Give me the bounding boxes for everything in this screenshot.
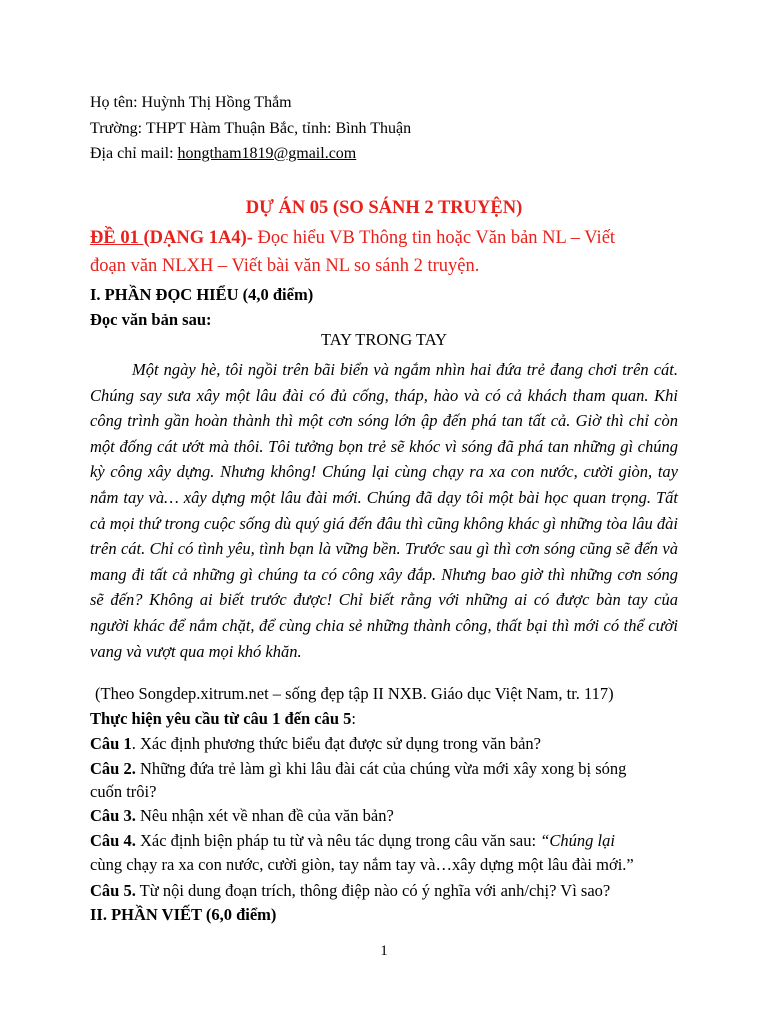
- author-name: Họ tên: Huỳnh Thị Hồng Thắm: [90, 94, 292, 111]
- question-3: [90, 806, 394, 826]
- exam-desc-1: Đọc hiểu VB Thông tin hoặc Văn bản NL – Viết: [252, 228, 616, 248]
- question-text: Những đứa trẻ làm gì khi lâu đài cát của chúng vừa mới xây xong bị sóng: [135, 759, 627, 778]
- question-text: . Xác định phương thức biểu đạt được sử dụng trong văn bản?: [131, 734, 541, 753]
- exam-heading-line1: [90, 228, 690, 249]
- passage-paragraph: Một ngày hè, tôi ngồi trên bãi biển và ngắm nhìn hai đứa trẻ đang chơi trên cát. Chúng say sưa xây một lâu đài có đủ cống, tháp, hào và có cả khách tham quan. Khi công trình gần hoàn thành thì một cơn sóng lớn ập đến phá tan tất cả. Giờ thì chỉ còn một đống cát ướt mà thôi. Tôi tưởng bọn trẻ sẽ khóc vì sóng đã phá tan những gì chúng kỳ công xây dựng. Nhưng không! Chúng lại cùng chạy ra xa con nước, cười giòn, tay nắm tay và… xây dựng một lâu đài mới. Chúng đã dạy tôi một bài học quan trọng. Tất cả mọi thứ trong cuộc sống dù quý giá đến đâu thì cũng không khác gì những tòa lâu đài trên cát. Chỉ có tình yêu, tình bạn là vững bền. Trước sau gì thì cơn sóng cũng sẽ đến và mang đi tất cả những gì chúng ta có công xây đắp. Nhưng bao giờ thì những cơn sóng sẽ đến? Không ai biết trước được! Chỉ biết rằng với những ai có được bàn tay của người khác để nắm chặt, để cùng chia sẻ những thành công, thất bại thì mới có thể cười vang và vượt qua mọi khó khăn.: [90, 360, 678, 661]
- question-4-quote-cont: cùng chạy ra xa con nước, cười giòn, tay nắm tay và…xây dựng một lâu đài mới.”: [90, 855, 634, 874]
- exam-code: ĐỀ 01: [90, 228, 144, 248]
- task-colon: :: [351, 709, 356, 728]
- question-5: [90, 881, 610, 901]
- passage-title: TAY TRONG TAY: [320, 330, 448, 349]
- question-label: Câu 2.: [90, 759, 136, 778]
- project-title: DỰ ÁN 05 (SO SÁNH 2 TRUYỆN): [245, 198, 523, 218]
- question-2: [90, 759, 626, 779]
- question-text: Từ nội dung đoạn trích, thông điệp nào có ý nghĩa với anh/chị? Vì sao?: [135, 881, 611, 900]
- question-label: Câu 5.: [90, 881, 136, 900]
- question-text: Nêu nhận xét về nhan đề của văn bản?: [135, 806, 394, 825]
- task-instruction: [90, 709, 356, 729]
- passage-text: [90, 357, 678, 664]
- email-link[interactable]: hongtham1819@gmail.com: [177, 145, 357, 162]
- question-2-cont: cuốn trôi?: [90, 782, 157, 801]
- email-prefix: Địa chỉ mail:: [90, 145, 178, 162]
- author-email-line: [90, 145, 356, 163]
- question-label: Câu 1: [90, 734, 132, 753]
- task-lead: Thực hiện yêu cầu từ câu 1 đến câu 5: [90, 709, 352, 728]
- page-number: 1: [380, 943, 388, 959]
- question-quote: “Chúng lại: [540, 831, 615, 850]
- exam-form: (DẠNG 1A4)-: [143, 228, 253, 248]
- question-1: [90, 734, 541, 754]
- reading-instruction: Đọc văn bản sau:: [90, 310, 212, 329]
- section-writing-heading: II. PHẦN VIẾT (6,0 điểm): [90, 905, 277, 924]
- author-school: Trường: THPT Hàm Thuận Bắc, tỉnh: Bình Thuận: [90, 120, 412, 137]
- question-label: Câu 3.: [90, 806, 136, 825]
- exam-heading-line2: đoạn văn NLXH – Viết bài văn NL so sánh 2 truyện.: [90, 256, 480, 276]
- question-text: Xác định biện pháp tu từ và nêu tác dụng trong câu văn sau:: [135, 831, 541, 850]
- section-reading-heading: I. PHẦN ĐỌC HIỂU (4,0 điểm): [90, 285, 314, 304]
- question-4: [90, 831, 615, 851]
- passage-source: (Theo Songdep.xitrum.net – sống đẹp tập II NXB. Giáo dục Việt Nam, tr. 117): [95, 684, 614, 703]
- question-label: Câu 4.: [90, 831, 136, 850]
